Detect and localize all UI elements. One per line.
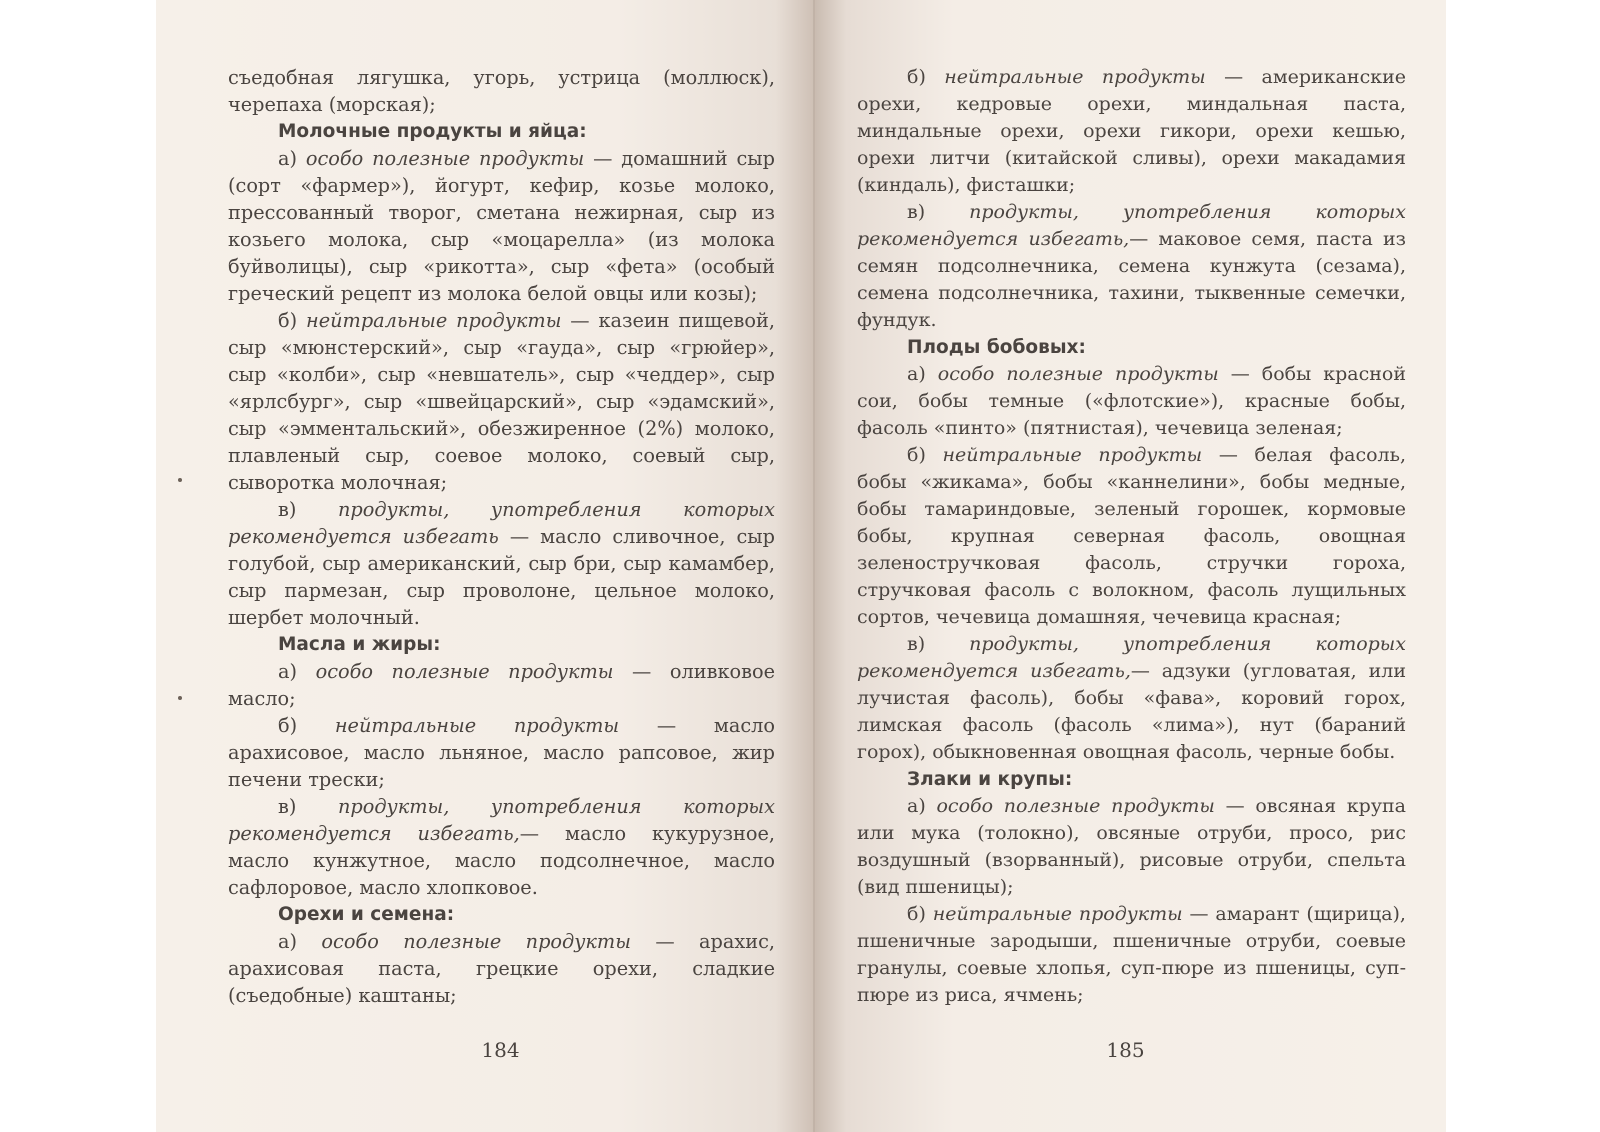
item-marker: а) [278, 660, 316, 683]
item-foods: — белая фасоль, бобы «жикама», бобы «каннелини», бобы медные, бобы тамариндовые, зеленый горошек, кормовые бобы, крупная северная фасоль, овощная зеленостручковая фасоль, стручки гороха, стручковая фасоль с волокном, фасоль лущильных сортов, чечевица домашняя, чечевица красная; [857, 444, 1406, 628]
item-foods: — овсяная крупа или мука (толокно), овсяные отруби, просо, рис воздушный (взорванный), рисовые отруби, спельта (вид пшеницы); [857, 795, 1406, 898]
list-item [857, 64, 1406, 199]
item-foods: — казеин пищевой, сыр «мюнстерский», сыр «гауда», сыр «грюйер», сыр «колби», сыр «невшатель», сыр «чеддер», сыр «ярлсбург», сыр «швейцарский», сыр «эдамский», сыр «эмментальский», обезжиренное (2%) молоко, плавленый сыр, соевое молоко, соевый сыр, сыворотка молочная; [228, 309, 775, 494]
item-foods: — масло кукурузное, масло кунжутное, масло подсолнечное, масло сафлоровое, масло хлопковое. [228, 822, 775, 899]
item-marker: в) [278, 498, 338, 521]
item-category: продукты, употребления которых рекомендуется избегать, [857, 201, 1406, 250]
item-marker: б) [907, 903, 933, 925]
item-category: продукты, употребления которых рекомендуется избегать, [857, 633, 1406, 682]
list-item [228, 496, 775, 631]
list-item [228, 928, 775, 1009]
right-page [815, 0, 1446, 1132]
list-item [857, 793, 1406, 901]
item-marker: в) [278, 795, 338, 818]
section-heading: Масла и жиры: [278, 634, 441, 655]
item-foods: — адзуки (угловатая, или лучистая фасоль), бобы «фава», коровий горох, лимская фасоль (фасоль «лима»), нут (бараний горох), обыкновенная овощная фасоль, черные бобы. [857, 660, 1406, 763]
item-category: особо полезные продукты [305, 147, 585, 170]
section-heading: Злаки и крупы: [907, 769, 1073, 790]
section-heading: Молочные продукты и яйца: [278, 121, 587, 142]
item-category: нейтральные продукты [306, 309, 562, 332]
item-category: особо полезные продукты [937, 363, 1219, 385]
item-foods: — арахис, арахисовая паста, грецкие орехи, сладкие (съедобные) каштаны; [228, 930, 775, 1007]
page-number-left: 184 [481, 1038, 520, 1062]
item-marker: а) [907, 363, 938, 385]
right-page-text [857, 64, 1406, 1009]
item-category: продукты, употребления которых рекомендуется избегать [228, 498, 776, 548]
item-marker: б) [278, 309, 307, 332]
list-item [228, 658, 775, 712]
item-category: особо полезные продукты [315, 660, 614, 683]
item-marker: а) [907, 795, 937, 817]
item-category: продукты, употребления которых рекомендуется избегать, [228, 795, 776, 845]
list-item [857, 199, 1406, 334]
list-item [228, 307, 775, 496]
section-heading: Орехи и семена: [278, 904, 455, 925]
item-marker: а) [278, 930, 322, 953]
section-heading: Плоды бобовых: [907, 337, 1086, 358]
list-item [228, 145, 775, 307]
item-marker: в) [907, 633, 970, 655]
item-category: нейтральные продукты [334, 714, 620, 737]
list-item [228, 793, 775, 901]
item-marker: в) [907, 201, 970, 223]
item-marker: б) [907, 66, 945, 88]
left-page [156, 0, 815, 1132]
item-category: нейтральные продукты [932, 903, 1183, 925]
item-foods: — оливковое масло; [228, 660, 775, 710]
paragraph: съедобная лягушка, угорь, устрица (моллюск), черепаха (морская); [228, 66, 775, 116]
item-foods: — маковое семя, паста из семян подсолнечника, семена кунжута (сезама), семена подсолнечника, тахини, тыквенные семечки, фундук. [857, 228, 1406, 331]
list-item [857, 901, 1406, 1009]
item-category: особо полезные продукты [936, 795, 1215, 817]
item-foods: — бобы красной сои, бобы темные («флотские»), красные бобы, фасоль «пинто» (пятнистая), чечевица зеленая; [857, 363, 1406, 439]
book-spread [156, 0, 1446, 1132]
item-marker: а) [278, 147, 306, 170]
item-marker: б) [907, 444, 943, 466]
item-foods: — амарант (щирица), пшеничные зародыши, пшеничные отруби, соевые гранулы, соевые хлопья, суп-пюре из пшеницы, суп-пюре из риса, ячмень; [857, 903, 1406, 1006]
item-foods: — масло сливочное, сыр голубой, сыр американский, сыр бри, сыр камамбер, сыр пармезан, сыр проволоне, цельное молоко, шербет молочный. [228, 525, 775, 629]
page-number-right: 185 [1106, 1038, 1145, 1062]
list-item [228, 712, 775, 793]
left-page-text [228, 64, 775, 1009]
item-category: особо полезные продукты [321, 930, 631, 953]
item-foods: — домашний сыр (сорт «фармер»), йогурт, кефир, козье молоко, прессованный творог, сметана нежирная, сыр из козьего молока, сыр «моцарелла» (из молока буйволицы), сыр «рикотта», сыр «фета» (особый греческий рецепт из молока белой овцы или козы); [228, 147, 775, 305]
item-foods: — масло арахисовое, масло льняное, масло рапсовое, жир печени трески; [228, 714, 775, 791]
list-item [857, 442, 1406, 631]
list-item [857, 631, 1406, 766]
item-foods: — американские орехи, кедровые орехи, миндальная паста, миндальные орехи, орехи гикори, орехи кешью, орехи литчи (китайской сливы), орехи макадамия (киндаль), фисташки; [857, 66, 1406, 196]
item-category: нейтральные продукты [944, 66, 1206, 88]
list-item [857, 361, 1406, 442]
item-category: нейтральные продукты [942, 444, 1203, 466]
scan-speck [178, 696, 182, 700]
item-marker: б) [278, 714, 335, 737]
scan-speck [178, 478, 182, 482]
